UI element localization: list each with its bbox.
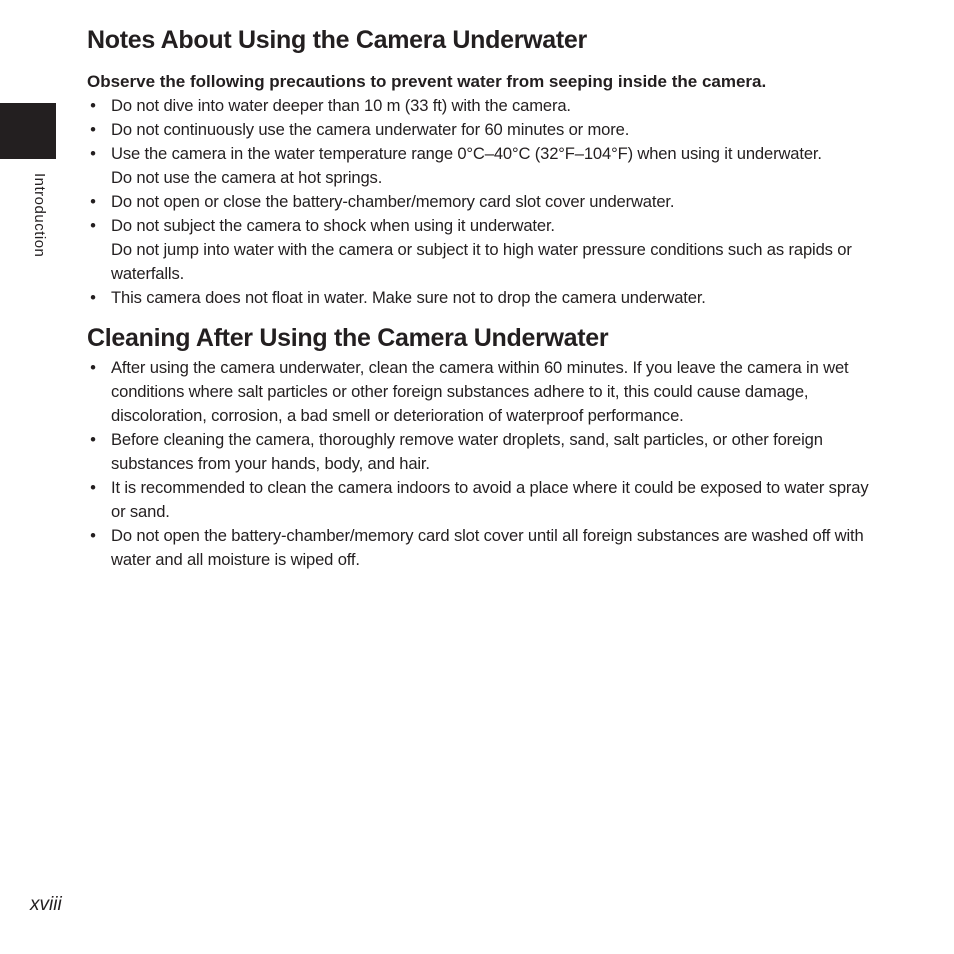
bullet: • [90,192,96,211]
section-label: Introduction [31,173,48,258]
precautions-lead: Observe the following precautions to prevent water from seeping inside the camera. [87,72,767,91]
section-tab-marker [0,103,56,159]
cleaning-list [87,356,877,572]
list-item [87,190,877,214]
heading-cleaning-underwater: Cleaning After Using the Camera Underwater [87,324,609,352]
list-item-text: Before cleaning the camera, thoroughly remove water droplets, sand, salt particles, or other foreign substances from your hands, body, and hair. [111,430,823,473]
list-item [87,214,877,286]
list-item-text: Do not continuously use the camera underwater for 60 minutes or more. [111,120,630,139]
heading-notes-underwater: Notes About Using the Camera Underwater [87,26,587,54]
bullet: • [90,358,96,377]
list-item-note: Do not jump into water with the camera or subject it to high water pressure conditions such as rapids or waterfalls. [111,240,852,283]
bullet: • [90,96,96,115]
list-item-text: Use the camera in the water temperature range 0°C–40°C (32°F–104°F) when using it underwater. [111,144,822,163]
precautions-list [87,94,877,310]
list-item-text: After using the camera underwater, clean the camera within 60 minutes. If you leave the camera in wet conditions where salt particles or other foreign substances adhere to it, this could cause damage, discoloration, corrosion, a bad smell or deterioration of waterproof performance. [111,358,849,425]
page-number: xviii [30,894,62,915]
list-item-text: Do not dive into water deeper than 10 m (33 ft) with the camera. [111,96,571,115]
list-item-note: Do not use the camera at hot springs. [111,168,383,187]
list-item [87,356,877,428]
list-item-text: Do not open the battery-chamber/memory card slot cover until all foreign substances are washed off with water and all moisture is wiped off. [111,526,864,569]
bullet: • [90,216,96,235]
list-item-text: It is recommended to clean the camera indoors to avoid a place where it could be exposed to water spray or sand. [111,478,869,521]
list-item-text: Do not open or close the battery-chamber/memory card slot cover underwater. [111,192,675,211]
list-item-text: Do not subject the camera to shock when using it underwater. [111,216,555,235]
bullet: • [90,288,96,307]
bullet: • [90,120,96,139]
list-item [87,428,877,476]
bullet: • [90,430,96,449]
bullet: • [90,144,96,163]
list-item [87,286,877,310]
bullet: • [90,526,96,545]
list-item [87,142,877,190]
list-item [87,476,877,524]
page-content [87,22,877,572]
list-item [87,118,877,142]
list-item [87,524,877,572]
bullet: • [90,478,96,497]
list-item [87,94,877,118]
list-item-text: This camera does not float in water. Make sure not to drop the camera underwater. [111,288,706,307]
